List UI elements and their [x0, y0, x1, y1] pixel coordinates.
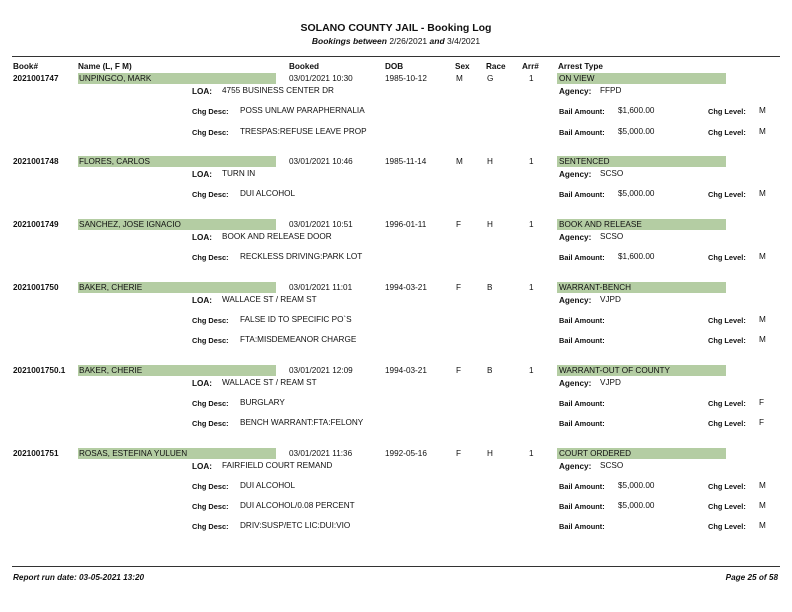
column-header-arr: Arr# [522, 62, 539, 71]
charge-level: M [759, 501, 766, 510]
bail-amount: $5,000.00 [618, 189, 655, 198]
charge-description: BENCH WARRANT:FTA:FELONY [240, 418, 364, 427]
charge-level-label: Chg Level: [708, 253, 746, 262]
booked-datetime: 03/01/2021 11:36 [289, 449, 353, 458]
inmate-name: FLORES, CARLOS [79, 157, 150, 166]
report-run-date: Report run date: 03-05-2021 13:20 [13, 573, 145, 582]
booked-datetime: 03/01/2021 11:01 [289, 283, 353, 292]
booked-datetime: 03/01/2021 12:09 [289, 366, 353, 375]
charge-desc-label: Chg Desc: [192, 128, 229, 137]
charge-level-label: Chg Level: [708, 107, 746, 116]
column-header-name: Name (L, F M) [78, 62, 132, 71]
charge-level: M [759, 481, 766, 490]
location-of-arrest: BOOK AND RELEASE DOOR [222, 232, 332, 241]
charge-level-label: Chg Level: [708, 522, 746, 531]
arrest-number: 1 [529, 366, 534, 375]
charge-level: M [759, 189, 766, 198]
location-of-arrest: WALLACE ST / REAM ST [222, 295, 317, 304]
agency-label: Agency: [559, 233, 592, 242]
charge-description: BURGLARY [240, 398, 285, 407]
book-number: 2021001749 [13, 220, 59, 229]
sex-code: F [456, 449, 462, 458]
location-of-arrest: TURN IN [222, 169, 256, 178]
report-title: SOLANO COUNTY JAIL - Booking Log [300, 22, 492, 34]
loa-label: LOA: [192, 296, 213, 305]
charge-level-label: Chg Level: [708, 128, 746, 137]
agency-label: Agency: [559, 462, 592, 471]
charge-level: M [759, 335, 766, 344]
charge-level-label: Chg Level: [708, 482, 746, 491]
charge-description: POSS UNLAW PARAPHERNALIA [240, 106, 365, 115]
charge-level: M [759, 127, 766, 136]
column-header-book: Book# [13, 62, 39, 71]
sex-code: F [456, 366, 462, 375]
charge-desc-label: Chg Desc: [192, 482, 229, 491]
charge-description: RECKLESS DRIVING:PARK LOT [240, 252, 363, 261]
bail-amount: $5,000.00 [618, 501, 655, 510]
end-date: 3/4/2021 [447, 36, 481, 46]
book-number: 2021001750.1 [13, 366, 66, 375]
book-number: 2021001747 [13, 74, 59, 83]
arrest-type: COURT ORDERED [559, 449, 632, 458]
agency-label: Agency: [559, 379, 592, 388]
bail-amount-label: Bail Amount: [559, 419, 605, 428]
charge-desc-label: Chg Desc: [192, 336, 229, 345]
bail-amount-label: Bail Amount: [559, 190, 605, 199]
date-of-birth: 1994-03-21 [385, 283, 427, 292]
agency-label: Agency: [559, 296, 592, 305]
book-number: 2021001748 [13, 157, 59, 166]
loa-label: LOA: [192, 462, 213, 471]
charge-desc-label: Chg Desc: [192, 107, 229, 116]
race-code: H [487, 157, 493, 166]
arrest-type: ON VIEW [559, 74, 595, 83]
column-header-race: Race [486, 62, 506, 71]
footer-rule [12, 566, 780, 567]
inmate-name: ROSAS, ESTEFINA YULUEN [79, 449, 188, 458]
charge-description: FALSE ID TO SPECIFIC PO`S [240, 315, 352, 324]
charge-level: M [759, 106, 766, 115]
date-of-birth: 1996-01-11 [385, 220, 427, 229]
subtitle-prefix: Bookings between [311, 36, 387, 46]
agency-value: VJPD [600, 295, 621, 304]
agency-value: VJPD [600, 378, 621, 387]
charge-level: M [759, 521, 766, 530]
bail-amount: $1,600.00 [618, 106, 655, 115]
race-code: G [487, 74, 494, 83]
charge-level-label: Chg Level: [708, 399, 746, 408]
date-of-birth: 1994-03-21 [385, 366, 427, 375]
charge-level-label: Chg Level: [708, 316, 746, 325]
booked-datetime: 03/01/2021 10:46 [289, 157, 353, 166]
column-header-arrest-type: Arrest Type [558, 62, 603, 71]
charge-level: F [759, 398, 765, 407]
charge-description: DUI ALCOHOL [240, 481, 296, 490]
date-of-birth: 1985-11-14 [385, 157, 427, 166]
charge-description: DUI ALCOHOL/0.08 PERCENT [240, 501, 355, 510]
charge-level: M [759, 315, 766, 324]
bail-amount-label: Bail Amount: [559, 482, 605, 491]
bail-amount-label: Bail Amount: [559, 336, 605, 345]
header-rule-top [12, 56, 780, 57]
bail-amount: $5,000.00 [618, 481, 655, 490]
inmate-name: UNPINGCO, MARK [79, 74, 152, 83]
bail-amount-label: Bail Amount: [559, 522, 605, 531]
race-code: B [487, 366, 493, 375]
bail-amount: $5,000.00 [618, 127, 655, 136]
race-code: B [487, 283, 493, 292]
sex-code: M [456, 157, 463, 166]
bail-amount-label: Bail Amount: [559, 253, 605, 262]
loa-label: LOA: [192, 233, 213, 242]
arrest-number: 1 [529, 283, 534, 292]
charge-level-label: Chg Level: [708, 502, 746, 511]
inmate-name: SANCHEZ, JOSE IGNACIO [79, 220, 181, 229]
sex-code: M [456, 74, 463, 83]
charge-description: DUI ALCOHOL [240, 189, 296, 198]
inmate-name: BAKER, CHERIE [79, 366, 143, 375]
column-header-sex: Sex [455, 62, 470, 71]
bail-amount-label: Bail Amount: [559, 399, 605, 408]
page-number: Page 25 of 58 [725, 573, 778, 582]
inmate-name: BAKER, CHERIE [79, 283, 143, 292]
arrest-number: 1 [529, 220, 534, 229]
race-code: H [487, 449, 493, 458]
bail-amount-label: Bail Amount: [559, 502, 605, 511]
charge-desc-label: Chg Desc: [192, 316, 229, 325]
location-of-arrest: WALLACE ST / REAM ST [222, 378, 317, 387]
charge-desc-label: Chg Desc: [192, 399, 229, 408]
bail-amount-label: Bail Amount: [559, 316, 605, 325]
book-number: 2021001751 [13, 449, 59, 458]
agency-label: Agency: [559, 170, 592, 179]
sex-code: F [456, 283, 462, 292]
charge-desc-label: Chg Desc: [192, 253, 229, 262]
subtitle-and: and [429, 36, 445, 46]
column-header-dob: DOB [385, 62, 404, 71]
arrest-number: 1 [529, 74, 534, 83]
booked-datetime: 03/01/2021 10:30 [289, 74, 353, 83]
booked-datetime: 03/01/2021 10:51 [289, 220, 353, 229]
loa-label: LOA: [192, 170, 213, 179]
agency-value: FFPD [600, 86, 622, 95]
charge-description: FTA:MISDEMEANOR CHARGE [240, 335, 357, 344]
bail-amount-label: Bail Amount: [559, 128, 605, 137]
loa-label: LOA: [192, 87, 213, 96]
arrest-number: 1 [529, 157, 534, 166]
charge-desc-label: Chg Desc: [192, 522, 229, 531]
charge-level-label: Chg Level: [708, 336, 746, 345]
charge-desc-label: Chg Desc: [192, 190, 229, 199]
sex-code: F [456, 220, 462, 229]
arrest-type: BOOK AND RELEASE [559, 220, 642, 229]
charge-level-label: Chg Level: [708, 190, 746, 199]
arrest-type: SENTENCED [559, 157, 610, 166]
agency-label: Agency: [559, 87, 592, 96]
agency-value: SCSO [600, 232, 624, 241]
report-subtitle [0, 36, 792, 46]
charge-level: F [759, 418, 765, 427]
charge-level-label: Chg Level: [708, 419, 746, 428]
agency-value: SCSO [600, 169, 624, 178]
bail-amount-label: Bail Amount: [559, 107, 605, 116]
charge-description: TRESPAS:REFUSE LEAVE PROP [240, 127, 367, 136]
charge-desc-label: Chg Desc: [192, 419, 229, 428]
arrest-number: 1 [529, 449, 534, 458]
agency-value: SCSO [600, 461, 624, 470]
arrest-type: WARRANT-BENCH [559, 283, 632, 292]
start-date: 2/26/2021 [389, 36, 428, 46]
loa-label: LOA: [192, 379, 213, 388]
book-number: 2021001750 [13, 283, 59, 292]
race-code: H [487, 220, 493, 229]
charge-level: M [759, 252, 766, 261]
column-header-booked: Booked [289, 62, 320, 71]
arrest-type: WARRANT-OUT OF COUNTY [559, 366, 670, 375]
charge-desc-label: Chg Desc: [192, 502, 229, 511]
bail-amount: $1,600.00 [618, 252, 655, 261]
location-of-arrest: FAIRFIELD COURT REMAND [222, 461, 333, 470]
date-of-birth: 1992-05-16 [385, 449, 427, 458]
date-of-birth: 1985-10-12 [385, 74, 427, 83]
charge-description: DRIV:SUSP/ETC LIC:DUI:VIO [240, 521, 351, 530]
location-of-arrest: 4755 BUSINESS CENTER DR [222, 86, 334, 95]
